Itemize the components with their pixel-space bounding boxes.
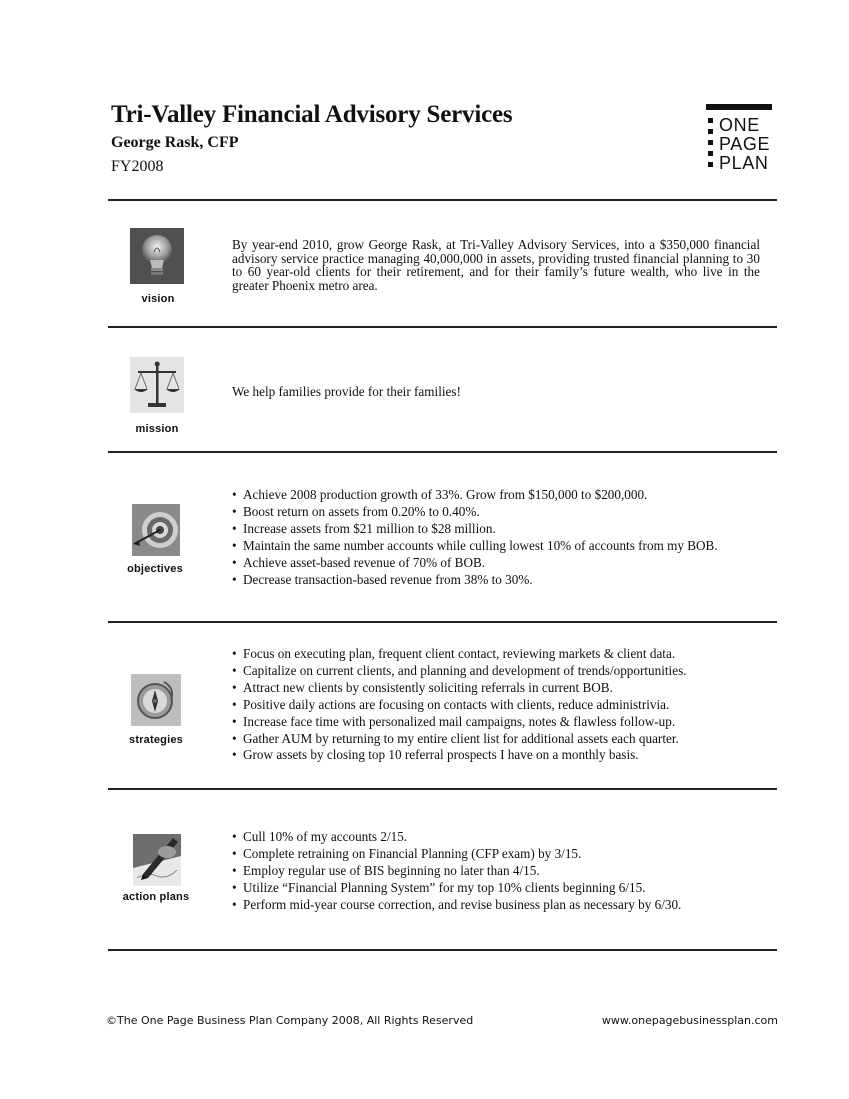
list-item: • Increase face time with personalized mail campaigns, notes & flawless follow-up.	[232, 714, 687, 731]
footer-website-link[interactable]: www.onepagebusinessplan.com	[601, 1014, 778, 1027]
logo-square	[708, 162, 713, 167]
logo-square	[708, 118, 713, 123]
logo-bar	[706, 104, 772, 110]
mission-label: mission	[135, 423, 179, 435]
vision-label: vision	[141, 293, 175, 305]
logo-square	[708, 151, 713, 156]
list-item: • Positive daily actions are focusing on contacts with clients, reduce administrivia.	[232, 697, 687, 714]
logo-word-page: PAGE	[719, 134, 771, 154]
list-item: • Decrease transaction-based revenue from 38% to 30%.	[232, 572, 718, 589]
vision-text: By year-end 2010, grow George Rask, at Tri-Valley Advisory Services, into a $350,000 financial advisory service practice managing 40,000,000 in assets, providing trusted financial planning to 30 to 60 year-old clients for their retirement, and for their family’s future wealth, who live in the greater Phoenix metro area.	[232, 237, 760, 293]
section-divider	[108, 949, 777, 951]
section-divider	[108, 326, 777, 328]
list-item: • Cull 10% of my accounts 2/15.	[232, 829, 681, 846]
logo-word-one: ONE	[719, 115, 760, 135]
logo-word-plan: PLAN	[719, 153, 769, 173]
list-item: • Perform mid-year course correction, and revise business plan as necessary by 6/30.	[232, 897, 681, 914]
list-item: • Boost return on assets from 0.20% to 0.40%.	[232, 504, 718, 521]
target-icon	[132, 504, 180, 556]
list-item: • Utilize “Financial Planning System” for my top 10% clients beginning 6/15.	[232, 880, 681, 897]
list-item: • Achieve asset-based revenue of 70% of BOB.	[232, 555, 718, 572]
strategies-list	[232, 646, 687, 764]
list-item: • Gather AUM by returning to my entire client list for additional assets each quarter.	[232, 731, 687, 748]
page-title: Tri-Valley Financial Advisory Services	[111, 101, 513, 128]
strategies-label: strategies	[129, 734, 183, 746]
logo-square	[708, 140, 713, 145]
section-divider	[108, 788, 777, 790]
list-item: • Attract new clients by consistently soliciting referrals in current BOB.	[232, 680, 687, 697]
section-divider	[108, 451, 777, 453]
section-divider	[108, 199, 777, 201]
action-plans-list	[232, 829, 681, 914]
list-item: • Achieve 2008 production growth of 33%. Grow from $150,000 to $200,000.	[232, 487, 718, 504]
list-item: • Grow assets by closing top 10 referral prospects I have on a monthly basis.	[232, 747, 687, 764]
list-item: • Focus on executing plan, frequent client contact, reviewing markets & client data.	[232, 646, 687, 663]
section-divider	[108, 621, 777, 623]
footer-copyright: ©The One Page Business Plan Company 2008, All Rights Reserved	[106, 1014, 474, 1027]
action-plans-label: action plans	[122, 891, 190, 903]
one-page-plan-logo	[706, 104, 774, 176]
light-bulb-icon	[130, 228, 184, 284]
owner-name: George Rask, CFP	[111, 134, 239, 151]
list-item: • Capitalize on current clients, and planning and development of trends/opportunities.	[232, 663, 687, 680]
list-item: • Employ regular use of BIS beginning no later than 4/15.	[232, 863, 681, 880]
list-item: • Increase assets from $21 million to $28 million.	[232, 521, 718, 538]
fiscal-year: FY2008	[111, 158, 164, 175]
list-item: • Maintain the same number accounts while culling lowest 10% of accounts from my BOB.	[232, 538, 718, 555]
compass-icon	[131, 674, 181, 726]
pen-writing-icon	[133, 834, 181, 886]
list-item: • Complete retraining on Financial Planning (CFP exam) by 3/15.	[232, 846, 681, 863]
objectives-list	[232, 487, 718, 588]
objectives-label: objectives	[127, 563, 183, 575]
mission-text: We help families provide for their families!	[232, 384, 461, 399]
scales-icon	[130, 357, 184, 413]
logo-square	[708, 129, 713, 134]
